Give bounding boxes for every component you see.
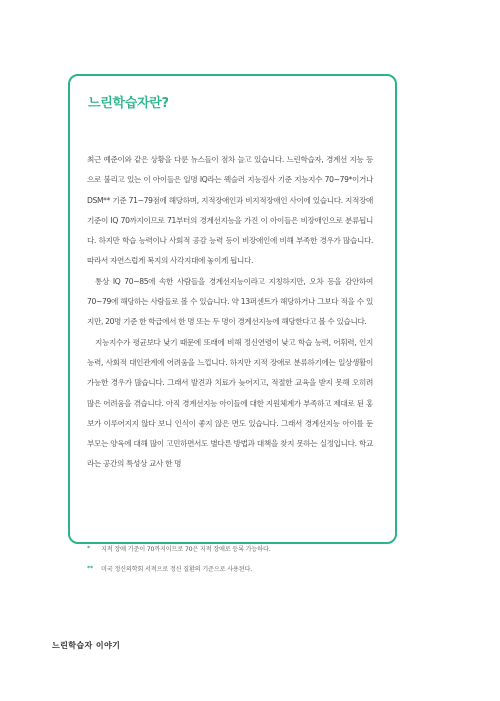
paragraph-2: 통상 IQ 70~85에 속한 사람들을 경계선지능이라고 지칭하지만, 오차 등을 감안하여 70~79에 해당하는 사람들로 볼 수 있습니다. 약 13퍼센트가 해당하거나 그보다 적을 수 있지만, 20명 기준 한 학급에서 한 명 또는 두 명이 경계선지능에 해당한다고 볼 수 있습니다. — [87, 276, 373, 327]
section-title: 느린학습자란? — [88, 96, 169, 111]
footnote-text: 지적 장애 기준이 70까지이므로 70은 지적 장애로 등록 가능하다. — [101, 545, 271, 553]
footnote-1 — [87, 538, 387, 558]
page-footer: 느린학습자 이야기 — [52, 641, 121, 650]
footnote-mark: * — [87, 544, 91, 552]
paragraph-1: 최근 예준이와 같은 상황을 다룬 뉴스들이 점차 늘고 있습니다. 느린학습자, 경계선 지능 등으로 불리고 있는 이 아이들은 일명 IQ라는 웩슬러 지능검사 기준 지능지수 70~79*이거나 DSM** 기준 71~79점에 해당하며, 지적장애인과 비지적장애인 사이에 있습니다. 지적장애 기준이 IQ 70까지이므로 71부터의 경계선지능을 가진 이 아이들은 비장애인으로 분류됩니다. 하지만 학습 능력이나 사회적 공감 능력 등이 비장애인에 비해 부족한 경우가 많습니다. 따라서 자연스럽게 복지의 사각지대에 놓이게 됩니다. — [87, 155, 373, 266]
footnote-mark: ** — [87, 564, 94, 572]
footnote-text: 미국 정신의학회 서적으로 정신 질환의 기준으로 사용된다. — [101, 565, 253, 573]
paragraph-3: 지능지수가 평균보다 낮기 때문에 또래에 비해 정신연령이 낮고 학습 능력, 어휘력, 인지능력, 사회적 대인관계에 어려움을 느낍니다. 하지만 지적 장애로 분류하기에는 일상생활이 가능한 경우가 많습니다. 그래서 발견과 치료가 늦어지고, 적절한 교육을 받지 못해 오히려 많은 어려움을 겪습니다. 아직 경계선지능 아이들에 대한 지원체계가 부족하고 제대로 된 홍보가 이루어지지 않다 보니 인식이 좋지 않은 면도 있습니다. 그래서 경계선지능 아이를 둔 부모는 양육에 대해 많이 고민하면서도 별다른 방법과 대책을 찾지 못하는 실정입니다. 학교라는 공간의 특성상 교사 한 명 — [87, 337, 373, 469]
body-text — [87, 150, 373, 475]
footnotes — [87, 538, 387, 578]
footnote-2 — [87, 558, 387, 578]
